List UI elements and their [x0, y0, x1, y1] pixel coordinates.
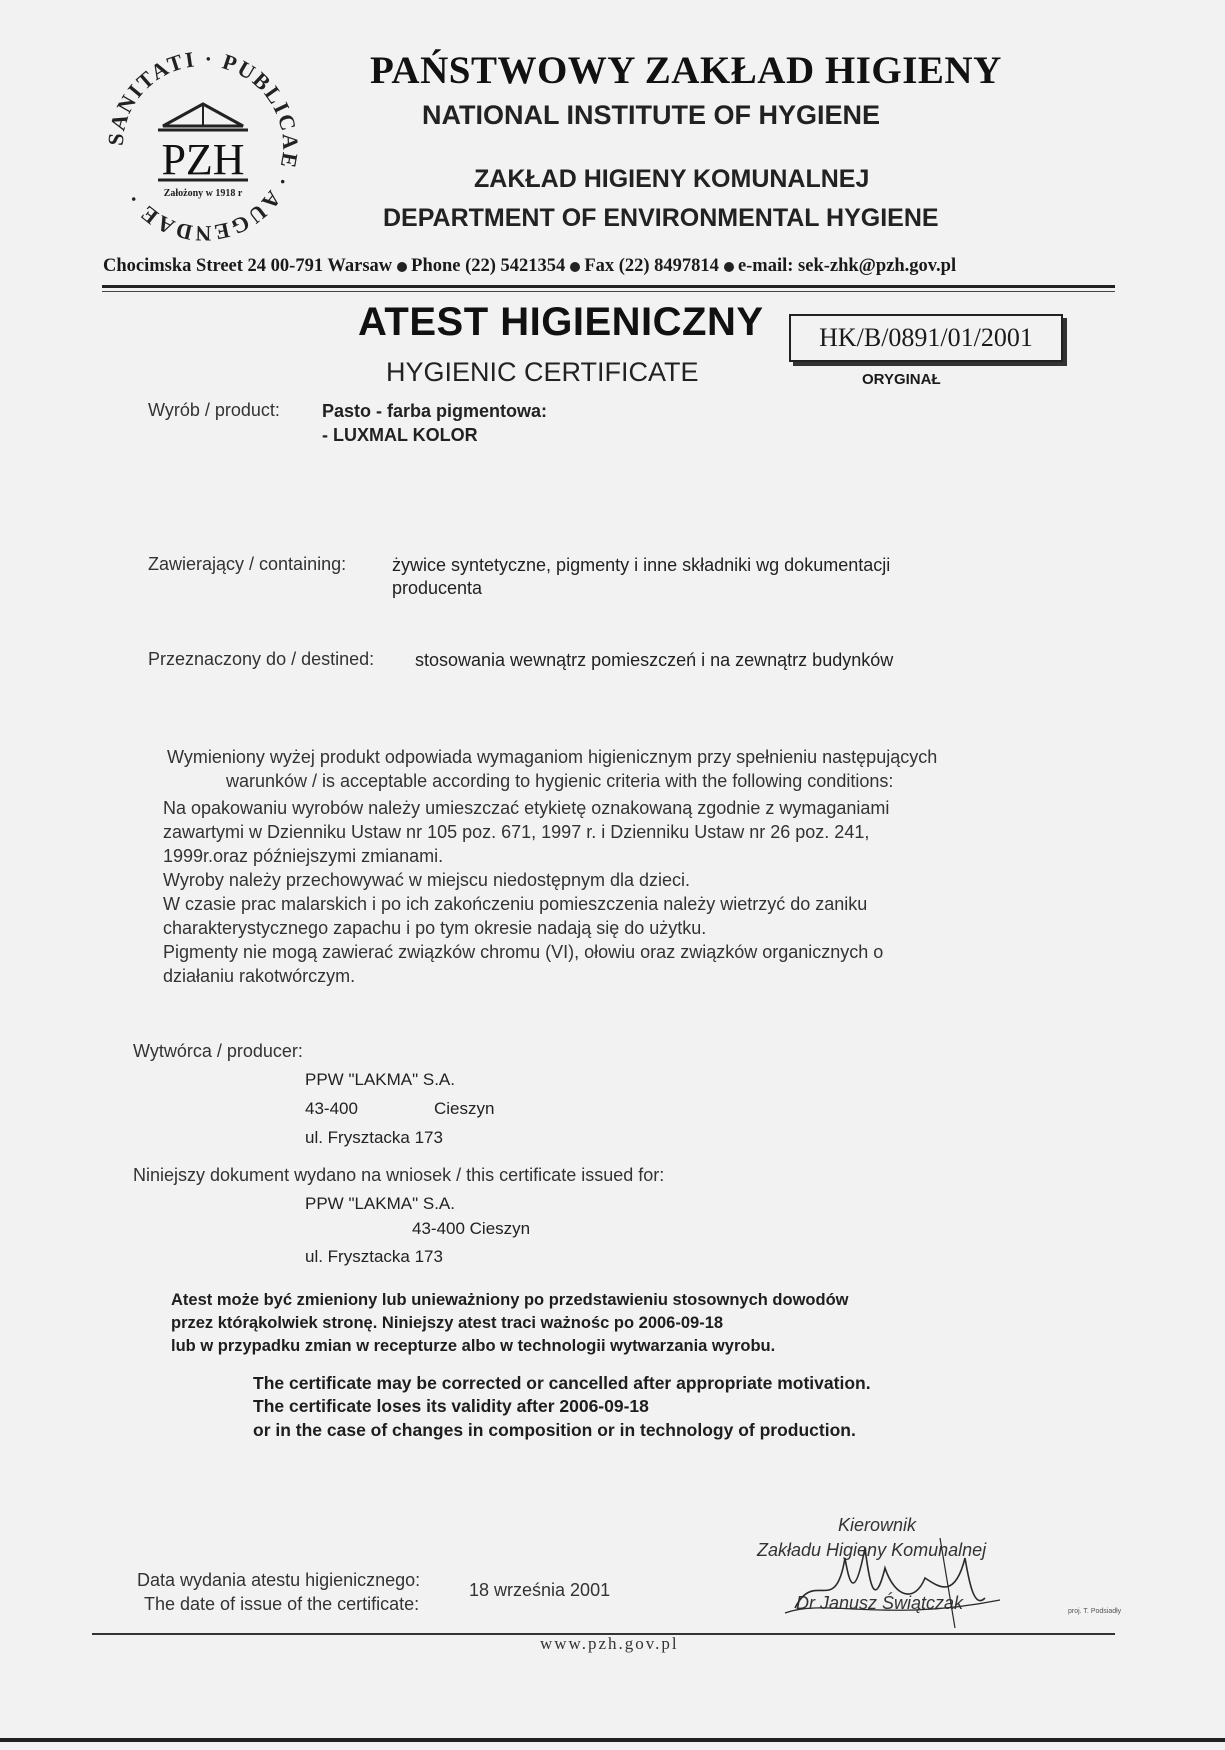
svg-text:SANITATI · PUBLICAE · AUGENDAE: SANITATI · PUBLICAE · AUGENDAE ·	[103, 46, 303, 246]
containing-value-line1: żywice syntetyczne, pigmenty i inne składniki wg dokumentacji	[392, 555, 891, 575]
disclaimer-pl-line: Atest może być zmieniony lub unieważniony po przedstawieniu stosownych dowodów	[171, 1291, 849, 1309]
svg-text:Założony w 1918 r: Założony w 1918 r	[163, 188, 243, 199]
issued-for-street: ul. Frysztacka 173	[305, 1247, 443, 1266]
signatory-department: Zakładu Higieny Komunalnej	[757, 1540, 987, 1560]
contact-phone: Phone (22) 5421354	[411, 256, 566, 276]
containing-label: Zawierający / containing:	[148, 554, 347, 574]
original-label: ORYGINAŁ	[862, 371, 941, 388]
issue-date-value: 18 września 2001	[469, 1580, 611, 1600]
disclaimer-en-line: The certificate loses its validity after 2006-09-18	[253, 1396, 649, 1416]
disclaimer-en-line: The certificate may be corrected or cancelled after appropriate motivation.	[253, 1373, 871, 1393]
producer-label: Wytwórca / producer:	[133, 1041, 303, 1061]
issued-for-city: 43-400 Cieszyn	[412, 1219, 531, 1238]
header-divider	[102, 285, 1115, 288]
producer-street: ul. Frysztacka 173	[305, 1128, 443, 1147]
condition-line: Wyroby należy przechowywać w miejscu niedostępnym dla dzieci.	[163, 870, 691, 890]
institute-title-pl: PAŃSTWOWY ZAKŁAD HIGIENY	[370, 49, 1002, 92]
condition-line: W czasie prac malarskich i po ich zakończeniu pomieszczenia należy wietrzyć do zaniku	[163, 894, 868, 914]
certificate-title-en: HYGIENIC CERTIFICATE	[386, 357, 699, 387]
producer-postcode: 43-400	[305, 1099, 358, 1118]
producer-city: Cieszyn	[434, 1099, 495, 1118]
contact-address: Chocimska Street 24 00-791 Warsaw	[103, 256, 393, 276]
disclaimer-en-line: or in the case of changes in composition or in technology of production.	[253, 1420, 856, 1440]
condition-line: działaniu rakotwórczym.	[163, 966, 356, 986]
condition-line: Pigmenty nie mogą zawierać związków chromu (VI), ołowiu oraz związków organicznych o	[163, 942, 884, 962]
contact-email: e-mail: sek-zhk@pzh.gov.pl	[737, 256, 957, 276]
disclaimer-pl-line: przez którąkolwiek stronę. Niniejszy atest traci ważnośc po 2006-09-18	[171, 1314, 724, 1332]
handwritten-signature	[765, 1528, 1015, 1638]
containing-value-line2: producenta	[392, 578, 483, 598]
signatory-name: Dr Janusz Świątczak	[796, 1593, 964, 1613]
department-title-pl: ZAKŁAD HIGIENY KOMUNALNEJ	[474, 165, 870, 193]
certificate-title-pl: ATEST HIGIENICZNY	[358, 300, 764, 344]
contact-line	[103, 256, 956, 277]
certificate-number-box	[789, 314, 1063, 362]
issued-for-name: PPW "LAKMA" S.A.	[305, 1194, 455, 1213]
signatory-title: Kierownik	[838, 1515, 917, 1535]
contact-fax: Fax (22) 8497814	[584, 256, 719, 276]
designer-note: proj. T. Podsiadły	[1068, 1608, 1122, 1615]
issue-date-label-en: The date of issue of the certificate:	[144, 1594, 420, 1614]
product-name-line1: Pasto - farba pigmentowa:	[322, 401, 548, 421]
producer-name: PPW "LAKMA" S.A.	[305, 1070, 455, 1089]
svg-text:PZH: PZH	[161, 135, 245, 184]
issue-date-label-pl: Data wydania atestu higienicznego:	[137, 1570, 421, 1590]
product-label: Wyrób / product:	[148, 400, 280, 420]
certificate-number: HK/B/0891/01/2001	[819, 323, 1033, 352]
bullet-icon	[397, 262, 407, 272]
pzh-logo-seal	[103, 46, 303, 246]
institute-title-en: NATIONAL INSTITUTE OF HYGIENE	[422, 100, 881, 130]
product-name-line2: - LUXMAL KOLOR	[322, 425, 478, 445]
issued-for-label: Niniejszy dokument wydano na wniosek / this certificate issued for:	[133, 1165, 665, 1185]
condition-line: zawartymi w Dzienniku Ustaw nr 105 poz. 671, 1997 r. i Dzienniku Ustaw nr 26 poz. 241,	[163, 822, 870, 842]
disclaimer-pl-line: lub w przypadku zmian w recepturze albo w technologii wytwarzania wyrobu.	[171, 1337, 776, 1355]
footer-url: www.pzh.gov.pl	[540, 1634, 679, 1653]
conditions-intro-line1: Wymieniony wyżej produkt odpowiada wymaganiom higienicznym przy spełnieniu następujących	[167, 747, 938, 767]
page-bottom-edge	[0, 1738, 1225, 1742]
condition-line: Na opakowaniu wyrobów należy umieszczać etykietę oznakowaną zgodnie z wymaganiami	[163, 798, 890, 818]
conditions-intro-line2: warunków / is acceptable according to hygienic criteria with the following conditions:	[226, 771, 894, 791]
header-divider-thin	[102, 291, 1115, 292]
condition-line: 1999r.oraz późniejszymi zmianami.	[163, 846, 444, 866]
bullet-icon	[724, 262, 734, 272]
destined-value: stosowania wewnątrz pomieszczeń i na zewnątrz budynków	[415, 650, 894, 670]
condition-line: charakterystycznego zapachu i po tym okresie nadają się do użytku.	[163, 918, 707, 938]
department-title-en: DEPARTMENT OF ENVIRONMENTAL HYGIENE	[383, 204, 939, 232]
destined-label: Przeznaczony do / destined:	[148, 649, 375, 669]
bullet-icon	[570, 262, 580, 272]
